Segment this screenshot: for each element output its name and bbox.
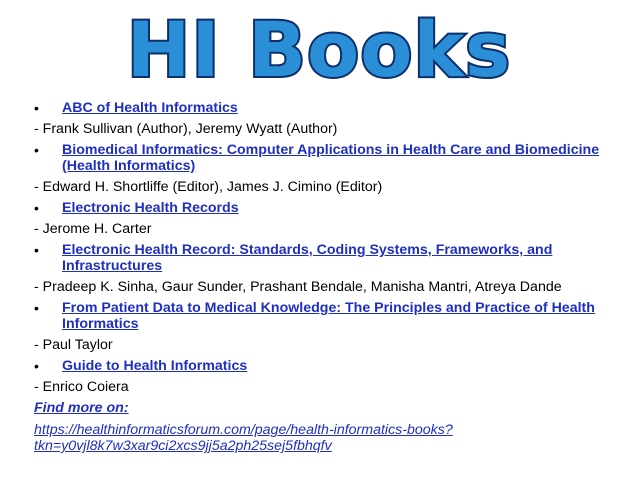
book-link-biomedical-informatics[interactable]: Biomedical Informatics: Computer Applications in Health Care and Biomedicine (Health Informatics) [62, 142, 600, 174]
book-authors: - Jerome H. Carter [34, 221, 152, 237]
book-authors: - Edward H. Shortliffe (Editor), James J. Cimino (Editor) [34, 179, 383, 195]
page-title: HI Books [126, 5, 512, 90]
find-more-link[interactable]: Find more on: [34, 400, 129, 416]
bullet: • [34, 100, 39, 116]
bullet: • [34, 358, 39, 374]
list-item [34, 200, 604, 216]
book-link-electronic-health-records[interactable]: Electronic Health Records [62, 200, 239, 216]
list-item [34, 300, 604, 332]
list-item [34, 242, 604, 274]
list-item [34, 358, 604, 374]
bullet: • [34, 142, 39, 158]
book-authors: - Pradeep K. Sinha, Gaur Sunder, Prashant Bendale, Manisha Mantri, Atreya Dande [34, 279, 562, 295]
book-authors: - Frank Sullivan (Author), Jeremy Wyatt (Author) [34, 121, 338, 137]
book-list [34, 100, 604, 454]
book-link-abc-health-informatics[interactable]: ABC of Health Informatics [62, 100, 238, 116]
list-item [34, 100, 604, 116]
bullet: • [34, 200, 39, 216]
bullet: • [34, 242, 39, 258]
book-authors: - Paul Taylor [34, 337, 113, 353]
title-svg [0, 4, 638, 90]
list-item [34, 142, 604, 174]
source-url-link[interactable]: https://healthinformaticsforum.com/page/health-informatics-books?tkn=y0vjl8k7w3xar9ci2xcs9jj5a2ph25sej5fbhqfv [34, 422, 453, 454]
book-link-ehr-standards[interactable]: Electronic Health Record: Standards, Coding Systems, Frameworks, and Infrastructures [62, 242, 553, 274]
title-banner [0, 4, 638, 90]
book-authors: - Enrico Coiera [34, 379, 129, 395]
book-link-patient-data-to-knowledge[interactable]: From Patient Data to Medical Knowledge: The Principles and Practice of Health Informatics [62, 300, 595, 332]
book-link-guide-health-informatics[interactable]: Guide to Health Informatics [62, 358, 248, 374]
bullet: • [34, 300, 39, 316]
